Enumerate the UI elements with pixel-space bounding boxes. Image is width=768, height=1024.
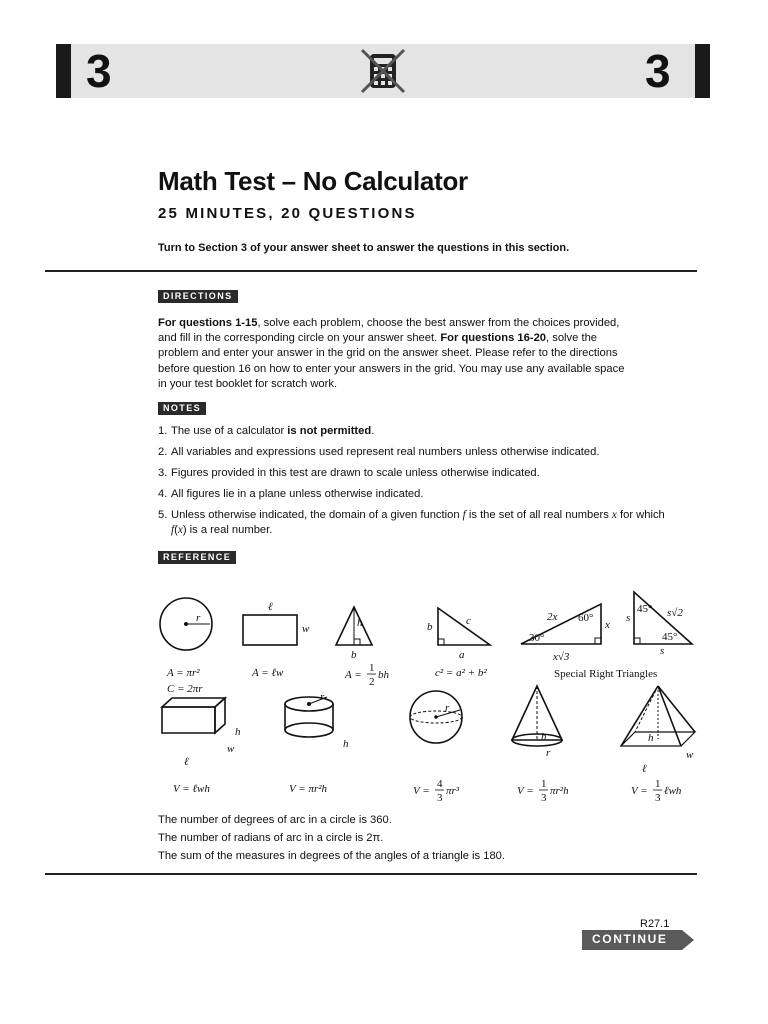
- label-box-l: ℓ: [184, 756, 189, 768]
- formula-sphere-suffix: πr³: [446, 785, 460, 797]
- label-30: 30°: [529, 632, 545, 644]
- note-item: [158, 445, 668, 460]
- note-var-f: f: [462, 509, 466, 521]
- label-s-root-2: s√2: [667, 607, 683, 619]
- note-text: The use of a calculator: [171, 425, 288, 437]
- page-title: Math Test – No Calculator: [158, 166, 468, 196]
- label-pyr-h: h: [648, 732, 654, 744]
- label-cyl-h: h: [343, 738, 349, 750]
- note-item: [158, 424, 668, 439]
- formula-rectangle-area: A = ℓw: [252, 667, 284, 679]
- label-l: ℓ: [268, 601, 273, 613]
- formula-box-volume: V = ℓwh: [173, 783, 210, 795]
- label-60: 60°: [578, 612, 594, 624]
- formula-cone-prefix: V =: [517, 785, 534, 797]
- note-text: All figures lie in a plane unless otherwise indicated.: [171, 488, 424, 500]
- formula-circle-area: A = πr²: [167, 667, 200, 679]
- label-r: r: [196, 612, 201, 624]
- label-cone-h: h: [541, 731, 547, 743]
- notes-tag: NOTES: [158, 402, 206, 415]
- note-item: [158, 508, 668, 538]
- directions-q16-text: , solve the problem and enter your answer in the grid on the answer sheet. Please refer to the directions before question 16 on how to enter your answers in the grid. You may use any available space in your test booklet for scratch work.: [158, 332, 625, 390]
- formula-cylinder-volume: V = πr²h: [289, 783, 328, 795]
- note-number: 3.: [158, 467, 168, 479]
- formula-pyramid-prefix: V =: [631, 785, 648, 797]
- formula-sphere-prefix: V =: [413, 785, 430, 797]
- label-s-bottom: s: [660, 645, 665, 657]
- note-text: All variables and expressions used represent real numbers unless otherwise indicated.: [171, 446, 600, 458]
- label-x-root-3: x√3: [553, 651, 570, 663]
- label-h: h: [357, 617, 363, 629]
- note-number: 5.: [158, 509, 168, 521]
- divider-bottom: [45, 873, 697, 875]
- label-cone-r: r: [546, 747, 551, 759]
- instruction-text: Turn to Section 3 of your answer sheet to answer the questions in this section.: [158, 242, 570, 254]
- label-b: b: [351, 649, 357, 661]
- formula-pyramid-suffix: ℓwh: [664, 785, 682, 797]
- note-text: Unless otherwise indicated, the domain of a given function: [171, 509, 463, 521]
- label-cyl-r: r: [320, 691, 325, 703]
- directions-q1-text: , solve each problem, choose the best answer from the choices provided, and fill in the corresponding circle on your answer sheet.: [158, 317, 620, 345]
- directions-q16-label: For questions 16-20: [440, 332, 547, 345]
- note-text-end: .: [371, 425, 375, 437]
- label-c: c: [466, 615, 471, 627]
- formula-circle-circumference: C = 2πr: [167, 683, 203, 695]
- no-calculator-icon: [358, 46, 408, 96]
- fraction-numerator: 1: [655, 778, 661, 790]
- directions-tag: DIRECTIONS: [158, 290, 238, 303]
- note-number: 2.: [158, 446, 168, 458]
- page-subtitle: 25 MINUTES, 20 QUESTIONS: [158, 205, 417, 222]
- section-number-left: 3: [86, 45, 112, 97]
- rectangle-figure: [243, 615, 297, 645]
- fact-radians: The number of radians of arc in a circle is 2π.: [158, 832, 384, 844]
- fraction-numerator: 4: [437, 778, 443, 790]
- note-item: [158, 466, 668, 481]
- divider-top: [45, 270, 697, 272]
- header-bar-right: [695, 44, 710, 98]
- note-text: ) is a real number.: [182, 524, 273, 536]
- label-a: a: [459, 649, 465, 661]
- header-bar-left: [56, 44, 71, 98]
- formula-cone-suffix: πr²h: [550, 785, 569, 797]
- reference-facts: [158, 811, 505, 865]
- label-box-w: w: [227, 743, 235, 755]
- fraction-denominator: 3: [437, 792, 443, 804]
- label-sph-r: r: [445, 702, 450, 714]
- continue-button[interactable]: [582, 929, 696, 951]
- notes-list: [158, 424, 668, 544]
- fact-triangle-sum: The sum of the measures in degrees of the angles of a triangle is 180.: [158, 850, 506, 862]
- label-pyr-w: w: [686, 749, 694, 761]
- box-figure: [162, 707, 215, 733]
- fraction-numerator: 1: [369, 662, 375, 674]
- note-text: is the set of all real numbers: [465, 509, 612, 521]
- label-s: s: [626, 612, 631, 624]
- formula-triangle-prefix: A =: [345, 669, 362, 681]
- directions-text: [158, 316, 628, 392]
- special-right-triangles-label: Special Right Triangles: [554, 668, 658, 680]
- label-pyr-l: ℓ: [642, 763, 647, 775]
- label-2x: 2x: [547, 611, 558, 623]
- fraction-denominator: 3: [655, 792, 661, 804]
- directions-q1-label: For questions 1-15: [158, 317, 258, 329]
- label-box-h: h: [235, 726, 241, 738]
- fact-degrees: The number of degrees of arc in a circle is 360.: [158, 814, 392, 826]
- continue-label: CONTINUE: [592, 932, 668, 946]
- note-text: (: [174, 524, 178, 536]
- label-45-bottom: 45°: [662, 631, 678, 643]
- note-text: for which: [616, 509, 665, 521]
- note-text: Figures provided in this test are drawn to scale unless otherwise indicated.: [171, 467, 540, 479]
- section-number-right: 3: [645, 45, 671, 97]
- label-b-right: b: [427, 621, 433, 633]
- page-code: R27.1: [640, 918, 670, 930]
- note-var-x: x: [177, 524, 183, 536]
- fraction-numerator: 1: [541, 778, 547, 790]
- formula-triangle-suffix: bh: [378, 669, 389, 681]
- label-x: x: [605, 619, 610, 631]
- note-number: 1.: [158, 425, 168, 437]
- fraction-denominator: 2: [369, 676, 375, 688]
- fraction-denominator: 3: [541, 792, 547, 804]
- note-number: 4.: [158, 488, 168, 500]
- label-45-top: 45°: [637, 603, 653, 615]
- label-w: w: [302, 623, 310, 635]
- formula-pythagorean: c² = a² + b²: [435, 667, 487, 679]
- note-var-x: x: [611, 509, 617, 521]
- reference-figures: [145, 590, 715, 805]
- reference-tag: REFERENCE: [158, 551, 236, 564]
- note-item: [158, 487, 668, 502]
- right-triangle-figure: [438, 608, 490, 645]
- note-emphasis: is not permitted: [287, 425, 372, 437]
- note-var-f: f: [171, 524, 175, 536]
